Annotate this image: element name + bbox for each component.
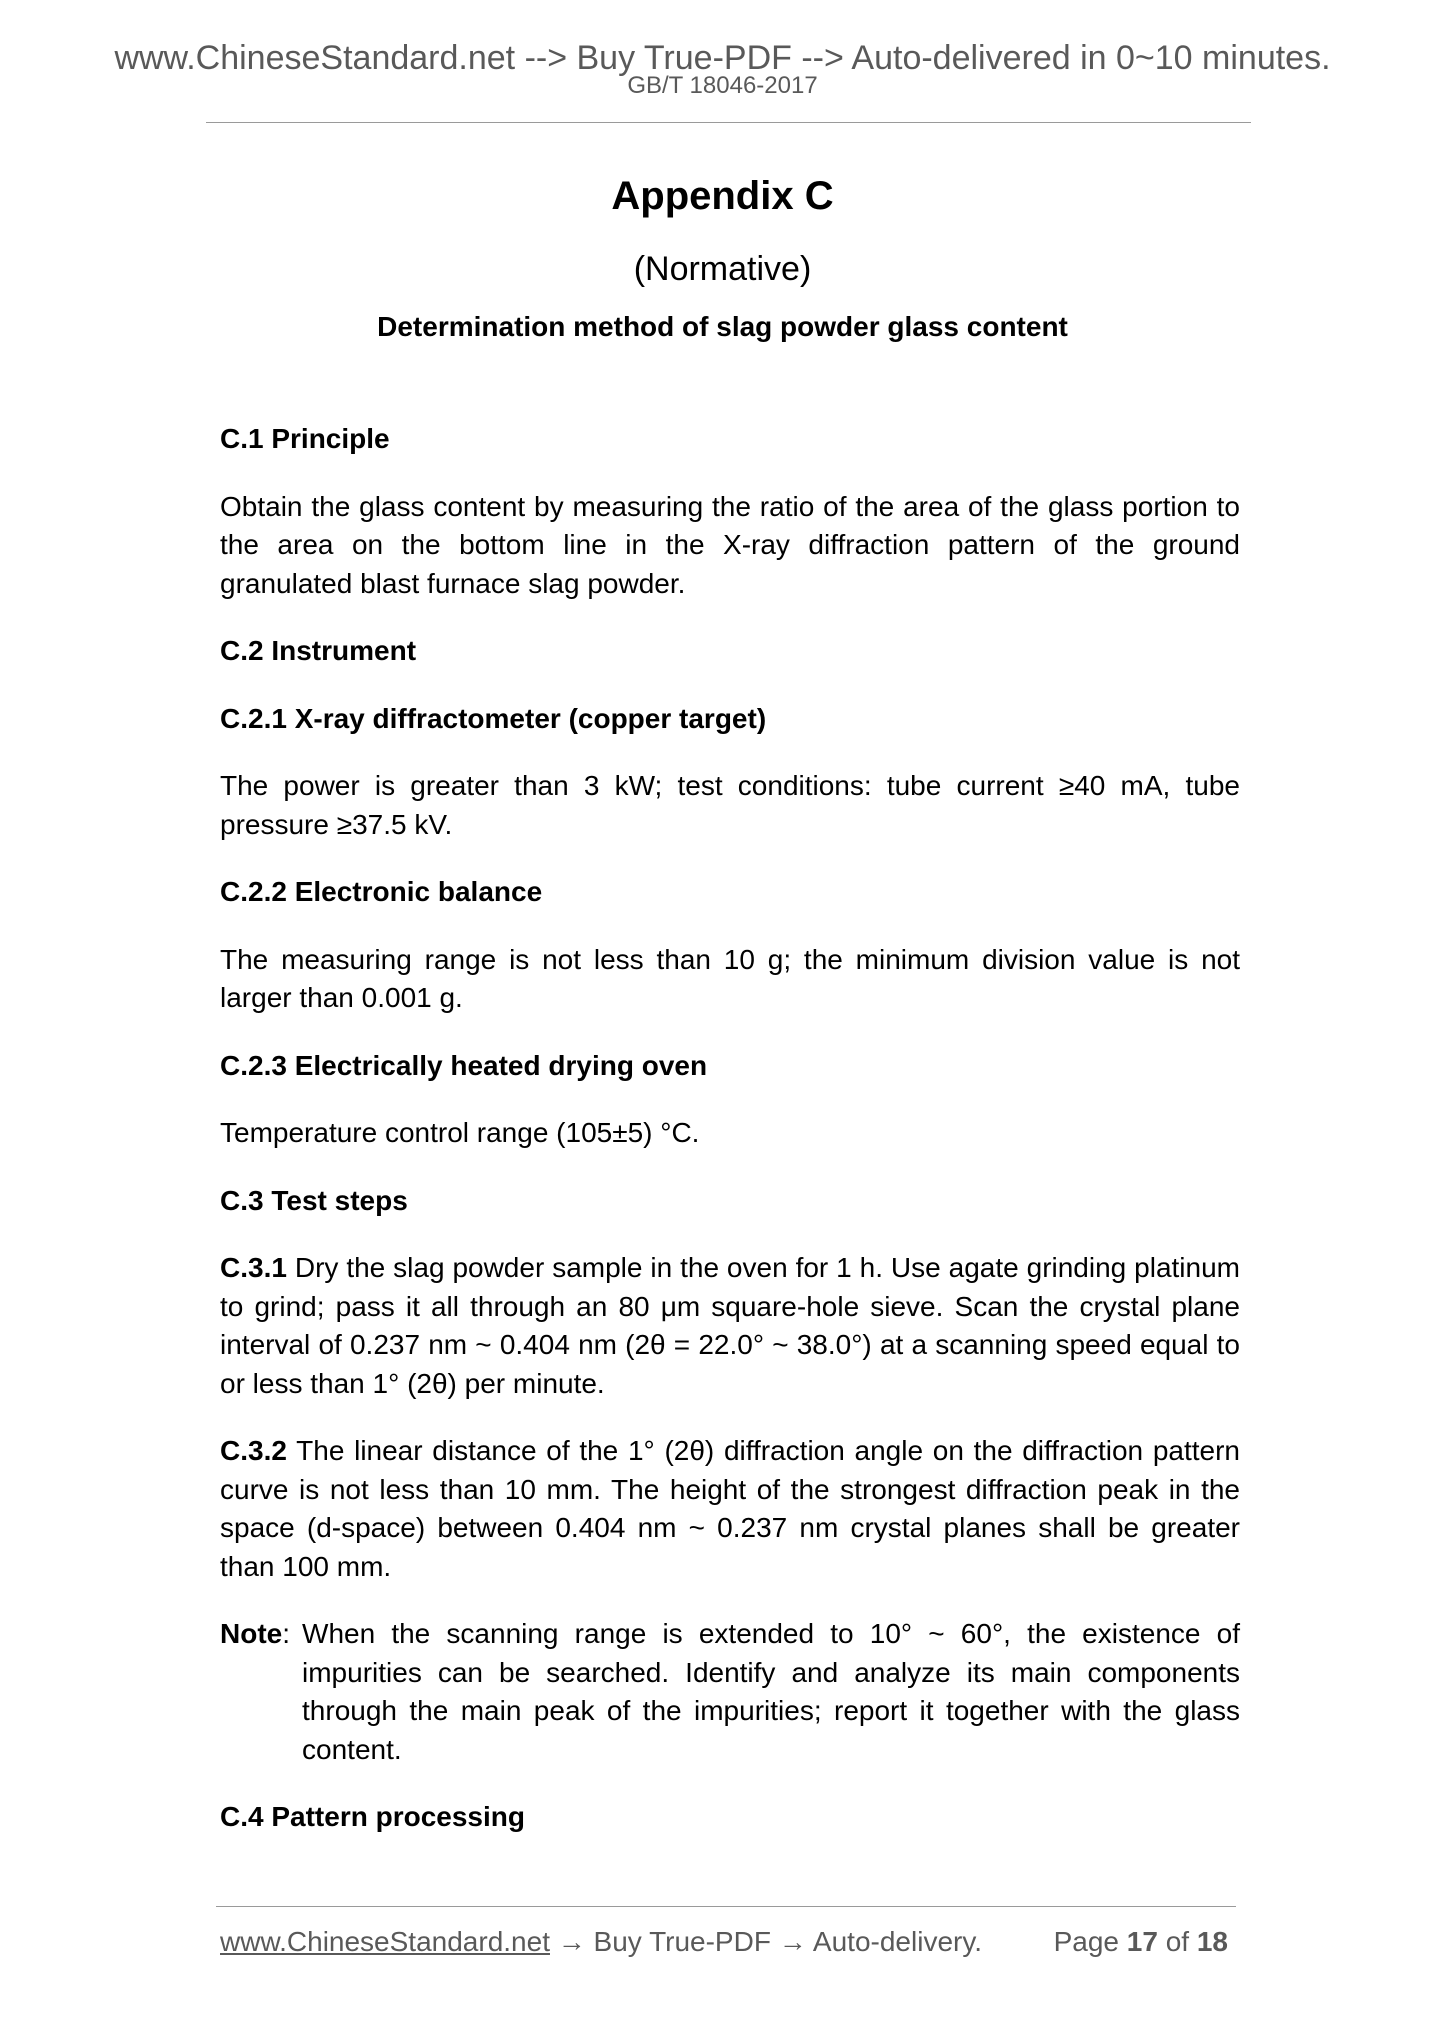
page-indicator: [1054, 1925, 1228, 1959]
note-block: [220, 1615, 1240, 1769]
paragraph-c2-3: Temperature control range (105±5) °C.: [220, 1117, 700, 1148]
section-heading-c3: C.3 Test steps: [220, 1184, 408, 1216]
footer-tagline: → Buy True-PDF → Auto-delivery.: [549, 1926, 983, 1957]
appendix-subtitle: Determination method of slag powder glass content: [377, 311, 1068, 342]
section-heading-c2-1: C.2.1 X-ray diffractometer (copper target): [220, 702, 767, 734]
note-colon: :: [282, 1618, 291, 1649]
page-total: 18: [1196, 1926, 1228, 1957]
document-body: [220, 420, 1240, 1866]
clause-text-c3-2: The linear distance of the 1° (2θ) diffraction angle on the diffraction pattern curve is not less than 10 mm. The height of the strongest diffraction peak in the space (d-space) between 0.404 nm ~ 0.237 nm crystal planes shall be greater than 100 mm.: [220, 1435, 1240, 1582]
paragraph-c3-2: [220, 1432, 1240, 1586]
footer-left: [220, 1925, 982, 1959]
footer-link[interactable]: www.ChineseStandard.net: [220, 1926, 550, 1957]
page-of: of: [1165, 1926, 1190, 1957]
appendix-title: Appendix C: [611, 174, 834, 218]
section-heading-c2-3: C.2.3 Electrically heated drying oven: [220, 1049, 708, 1081]
standard-code: GB/T 18046-2017: [627, 72, 818, 99]
paragraph-c1: Obtain the glass content by measuring the ratio of the area of the glass portion to the area on the bottom line in the X-ray diffraction pattern of the ground granulated blast furnace slag powder.: [220, 490, 1240, 599]
page-label: Page: [1053, 1926, 1119, 1957]
section-heading-c1: C.1 Principle: [220, 423, 390, 454]
page-current: 17: [1126, 1926, 1158, 1957]
header-divider: [206, 122, 1251, 123]
clause-number-c3-2: C.3.2: [220, 1435, 287, 1466]
clause-number-c3-1: C.3.1: [220, 1252, 287, 1283]
top-banner: www.ChineseStandard.net --> Buy True-PDF --> Auto-delivered in 0~10 minutes.: [114, 39, 1331, 77]
paragraph-c2-2: The measuring range is not less than 10 g; the minimum division value is not larger than 0.001 g.: [220, 943, 1240, 1013]
paragraph-c3-1: [220, 1249, 1240, 1403]
note-text: When the scanning range is extended to 10° ~ 60°, the existence of impurities can be searched. Identify and analyze its main components through the main peak of the impurities; report it together with the glass content.: [302, 1618, 1240, 1765]
footer-divider: [216, 1906, 1236, 1907]
appendix-type: (Normative): [633, 250, 812, 288]
clause-text-c3-1: Dry the slag powder sample in the oven for 1 h. Use agate grinding platinum to grind; pass it all through an 80 μm square-hole sieve. Scan the crystal plane interval of 0.237 nm ~ 0.404 nm (2θ = 22.0° ~ 38.0°) at a scanning speed equal to or less than 1° (2θ) per minute.: [220, 1252, 1240, 1399]
section-heading-c2: C.2 Instrument: [220, 635, 417, 666]
paragraph-c2-1: The power is greater than 3 kW; test conditions: tube current ≥40 mA, tube pressure ≥37.5 kV.: [220, 770, 1240, 840]
note-label: Note: [220, 1618, 283, 1649]
section-heading-c2-2: C.2.2 Electronic balance: [220, 876, 543, 907]
section-heading-c4: C.4 Pattern processing: [220, 1801, 525, 1832]
